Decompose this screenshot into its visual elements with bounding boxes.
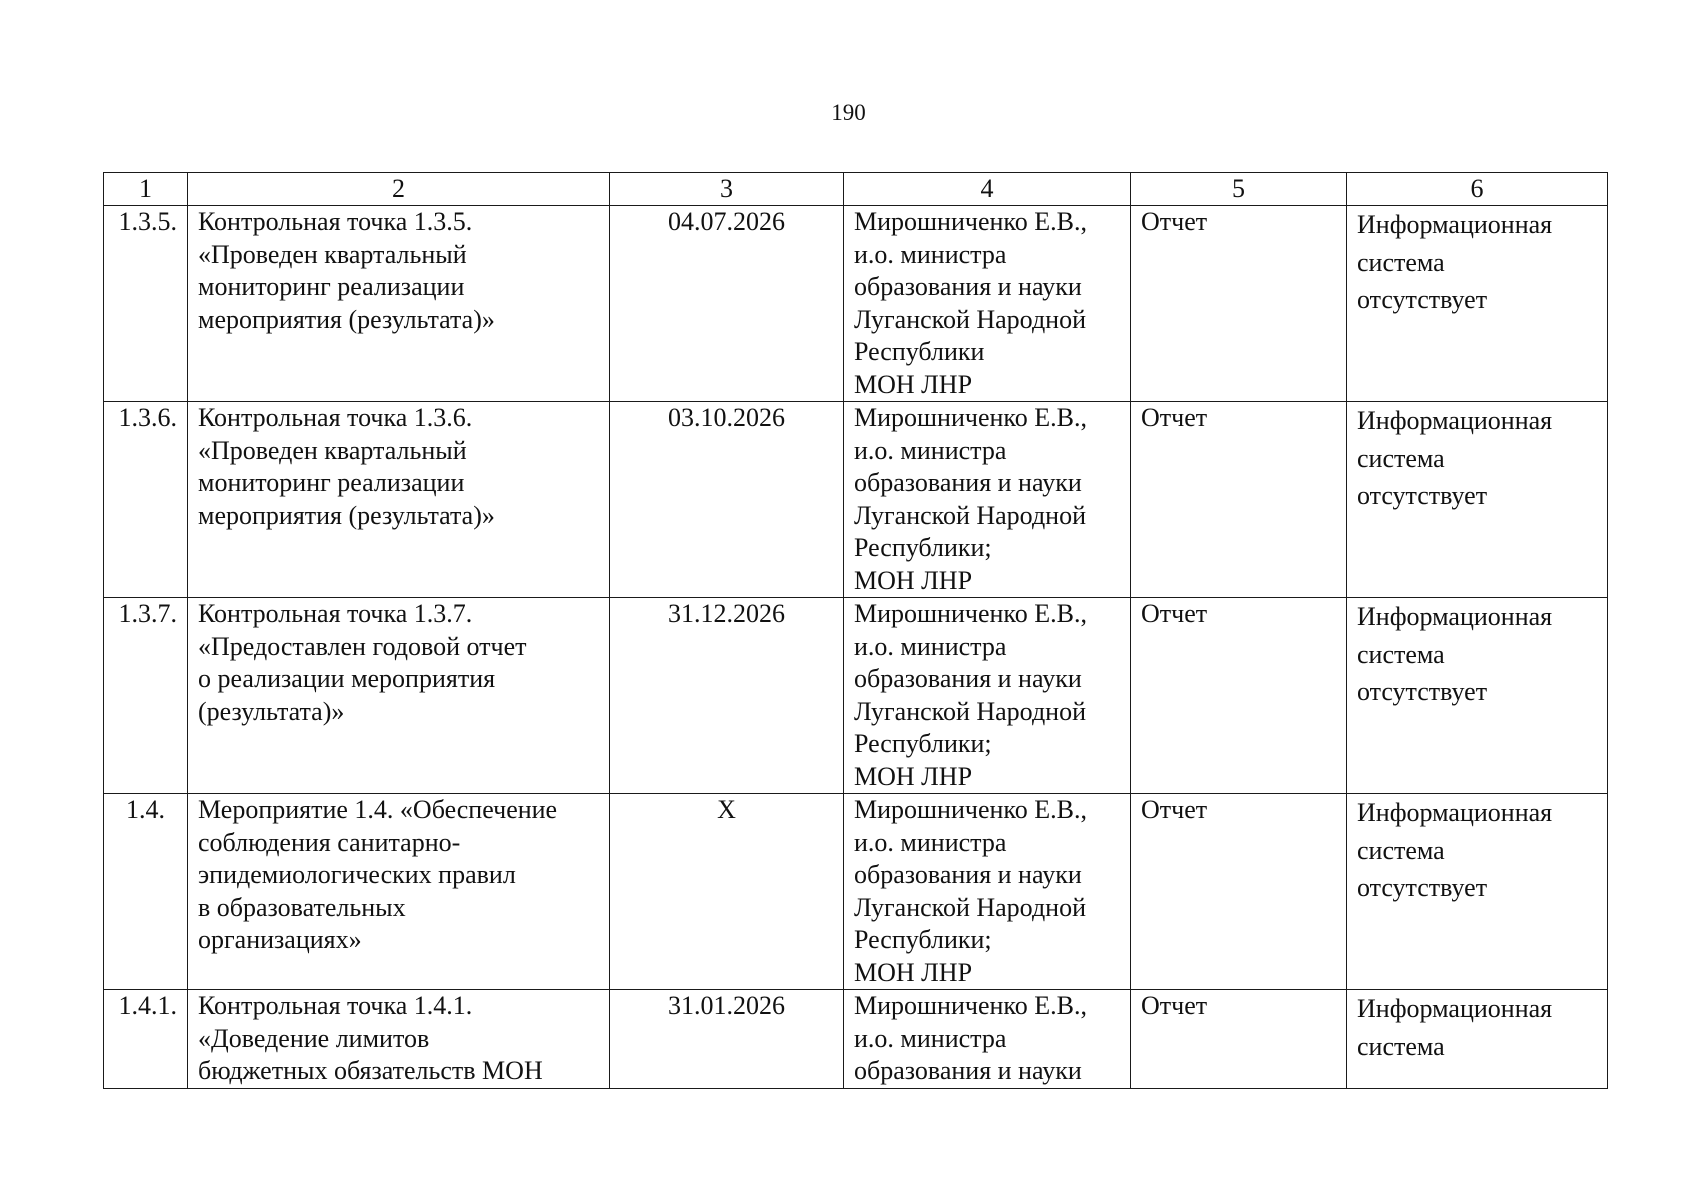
responsible-line: Республики	[854, 337, 985, 366]
row-document: Отчет	[1131, 206, 1347, 402]
responsible-line: Мирошниченко Е.В.,	[854, 795, 1087, 824]
row-system	[1347, 794, 1608, 990]
row-number: 1.3.6.	[104, 402, 188, 598]
row-document: Отчет	[1131, 794, 1347, 990]
responsible-line: и.о. министра	[854, 631, 1007, 661]
row-name	[188, 794, 610, 990]
system-line: система	[1357, 835, 1445, 865]
system-line: Информационная	[1357, 602, 1553, 631]
responsible-line: МОН ЛНР	[854, 565, 973, 595]
responsible-line: образования и науки	[854, 272, 1082, 301]
table-row	[104, 990, 1608, 1089]
header-col-2: 2	[188, 173, 610, 206]
row-name	[188, 990, 610, 1089]
row-responsible	[844, 990, 1131, 1089]
system-line: Информационная	[1357, 406, 1553, 435]
responsible-line: Мирошниченко Е.В.,	[854, 599, 1087, 628]
row-name-line: эпидемиологических правил	[198, 860, 516, 889]
page-number: 190	[831, 100, 866, 125]
header-col-3: 3	[610, 173, 844, 206]
responsible-line: и.о. министра	[854, 827, 1007, 857]
table-header-row	[104, 173, 1608, 206]
row-name-line: (результата)»	[198, 696, 345, 726]
system-line: система	[1357, 247, 1445, 277]
row-name-line: бюджетных обязательств МОН	[198, 1056, 543, 1085]
table-row	[104, 402, 1608, 598]
row-name-line: организациях»	[198, 925, 362, 954]
header-col-4: 4	[844, 173, 1131, 206]
row-number: 1.4.1.	[104, 990, 188, 1089]
responsible-line: образования и науки	[854, 664, 1082, 693]
table-row	[104, 794, 1608, 990]
responsible-line: Мирошниченко Е.В.,	[854, 207, 1087, 236]
row-document: Отчет	[1131, 598, 1347, 794]
row-number: 1.4.	[104, 794, 188, 990]
row-name-line: Мероприятие 1.4. «Обеспечение	[198, 795, 558, 824]
plan-table	[103, 172, 1608, 1089]
row-system	[1347, 598, 1608, 794]
responsible-line: Республики;	[854, 533, 992, 562]
responsible-line: МОН ЛНР	[854, 761, 973, 791]
row-name	[188, 206, 610, 402]
responsible-line: и.о. министра	[854, 435, 1007, 465]
row-name-line: «Проведен квартальный	[198, 239, 467, 269]
table-row	[104, 598, 1608, 794]
row-name-line: мероприятия (результата)»	[198, 500, 495, 530]
row-date: 04.07.2026	[610, 206, 844, 402]
system-line: отсутствует	[1357, 481, 1488, 510]
responsible-line: Мирошниченко Е.В.,	[854, 991, 1087, 1020]
system-line: Информационная	[1357, 994, 1553, 1023]
row-name-line: мероприятия (результата)»	[198, 304, 495, 334]
row-responsible	[844, 206, 1131, 402]
row-name	[188, 402, 610, 598]
system-line: система	[1357, 639, 1445, 669]
row-name-line: Контрольная точка 1.3.5.	[198, 207, 473, 236]
row-date: 31.12.2026	[610, 598, 844, 794]
row-document: Отчет	[1131, 402, 1347, 598]
row-name-line: соблюдения санитарно-	[198, 827, 461, 857]
system-line: Информационная	[1357, 798, 1553, 827]
responsible-line: Республики;	[854, 925, 992, 954]
row-responsible	[844, 598, 1131, 794]
row-name-line: Контрольная точка 1.3.6.	[198, 403, 473, 432]
responsible-line: и.о. министра	[854, 239, 1007, 269]
responsible-line: Луганской Народной	[854, 500, 1086, 530]
responsible-line: Республики;	[854, 729, 992, 758]
system-line: отсутствует	[1357, 677, 1488, 706]
row-date: 03.10.2026	[610, 402, 844, 598]
row-name-line: Контрольная точка 1.3.7.	[198, 599, 473, 628]
row-name-line: мониторинг реализации	[198, 468, 465, 497]
responsible-line: МОН ЛНР	[854, 957, 973, 987]
header-col-1: 1	[104, 173, 188, 206]
responsible-line: Мирошниченко Е.В.,	[854, 403, 1087, 432]
row-name-line: «Доведение лимитов	[198, 1023, 430, 1053]
system-line: Информационная	[1357, 210, 1553, 239]
row-number: 1.3.7.	[104, 598, 188, 794]
row-name-line: «Проведен квартальный	[198, 435, 467, 465]
row-name	[188, 598, 610, 794]
system-line: отсутствует	[1357, 873, 1488, 902]
row-responsible	[844, 794, 1131, 990]
row-number: 1.3.5.	[104, 206, 188, 402]
table-row	[104, 206, 1608, 402]
row-system	[1347, 206, 1608, 402]
responsible-line: образования и науки	[854, 860, 1082, 889]
row-document: Отчет	[1131, 990, 1347, 1089]
row-responsible	[844, 402, 1131, 598]
responsible-line: Луганской Народной	[854, 696, 1086, 726]
responsible-line: и.о. министра	[854, 1023, 1007, 1053]
row-date: X	[610, 794, 844, 990]
responsible-line: образования и науки	[854, 468, 1082, 497]
header-col-6: 6	[1347, 173, 1608, 206]
system-line: система	[1357, 443, 1445, 473]
row-name-line: о реализации мероприятия	[198, 664, 496, 693]
row-name-line: в образовательных	[198, 892, 406, 922]
responsible-line: Луганской Народной	[854, 892, 1086, 922]
system-line: система	[1357, 1031, 1445, 1061]
row-name-line: «Предоставлен годовой отчет	[198, 631, 527, 661]
row-name-line: мониторинг реализации	[198, 272, 465, 301]
header-col-5: 5	[1131, 173, 1347, 206]
responsible-line: Луганской Народной	[854, 304, 1086, 334]
row-system	[1347, 990, 1608, 1089]
row-name-line: Контрольная точка 1.4.1.	[198, 991, 473, 1020]
row-date: 31.01.2026	[610, 990, 844, 1089]
responsible-line: МОН ЛНР	[854, 369, 973, 399]
responsible-line: образования и науки	[854, 1056, 1082, 1085]
row-system	[1347, 402, 1608, 598]
system-line: отсутствует	[1357, 285, 1488, 314]
